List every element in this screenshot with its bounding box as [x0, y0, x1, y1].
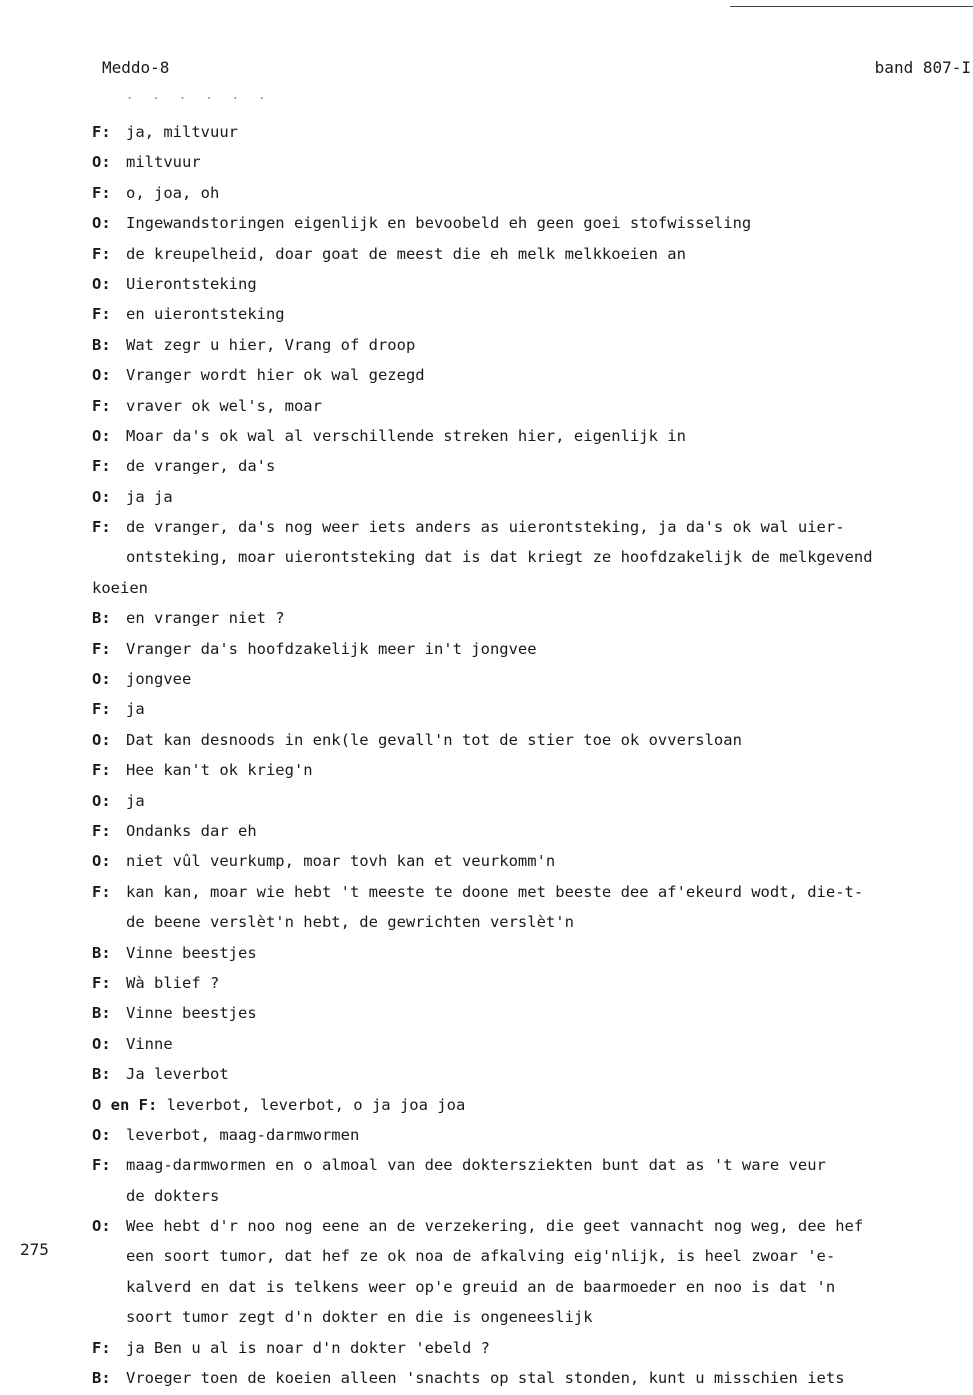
speaker-label: F: [92, 305, 111, 324]
header-right: band 807-I [874, 58, 971, 77]
transcript-line [92, 968, 972, 998]
utterance-text: de vranger, da's nog weer iets anders as uierontsteking, ja da's ok wal uier- [126, 518, 845, 537]
utterance-text: leverbot, maag-darmwormen [126, 1125, 360, 1144]
utterance-text: Vinne beestjes [126, 1004, 257, 1023]
transcript-line [92, 816, 972, 846]
speaker-label: O: [92, 791, 111, 810]
speaker-label: O en F: [92, 1095, 158, 1114]
utterance-text: niet vûl veurkump, moar tovh kan et veurkomm'n [126, 852, 556, 871]
speaker-label: F: [92, 518, 111, 537]
utterance-text: en uierontsteking [126, 305, 285, 324]
speaker-label: O: [92, 366, 111, 385]
speaker-label: F: [92, 123, 111, 141]
utterance-text: Uierontsteking [126, 274, 257, 293]
utterance-text: miltvuur [126, 153, 201, 172]
transcript-line [92, 573, 972, 603]
speaker-label: B: [92, 1065, 111, 1084]
utterance-text: de beene verslèt'n hebt, de gewrichten verslèt'n [126, 913, 574, 932]
speaker-label: O: [92, 1034, 111, 1053]
utterance-text: Vroeger toen de koeien alleen 'snachts op stal stonden, kunt u misschien iets [126, 1369, 845, 1388]
speaker-label: F: [92, 244, 111, 263]
transcript-line [92, 542, 972, 572]
utterance-text: Dat kan desnoods in enk(le gevall'n tot de stier toe ok ovversloan [126, 730, 742, 749]
utterance-text: ja Ben u al is noar d'n dokter 'ebeld ? [126, 1338, 490, 1357]
utterance-text: Vranger da's hoofdzakelijk meer in't jongvee [126, 639, 537, 658]
utterance-text: Vranger wordt hier ok wal gezegd [126, 366, 425, 385]
transcript-line [92, 451, 972, 481]
transcript-line [92, 1059, 972, 1089]
utterance-text: Wà blief ? [126, 973, 220, 992]
transcript-line [92, 512, 972, 542]
speaker-label: B: [92, 335, 111, 354]
top-rule [730, 6, 973, 7]
utterance-text: Vinne [126, 1034, 173, 1053]
transcript-line [92, 907, 972, 937]
speaker-label: O: [92, 1125, 111, 1144]
transcript-line [92, 1150, 972, 1180]
transcript-line [92, 1211, 972, 1241]
utterance-text: de dokters [126, 1186, 220, 1205]
transcript-line [92, 117, 972, 147]
utterance-text: soort tumor zegt d'n dokter en die is ongeneeslijk [126, 1308, 593, 1327]
utterance-text: Ondanks dar eh [126, 821, 257, 840]
transcript-line [92, 147, 972, 177]
transcript-line [92, 391, 972, 421]
transcript-line [92, 1272, 972, 1302]
transcript-line [92, 360, 972, 390]
speaker-label: F: [92, 821, 111, 840]
speaker-label: F: [92, 973, 111, 992]
margin-line-number: 275 [20, 1240, 49, 1259]
speaker-label: B: [92, 943, 111, 962]
transcript-line [92, 482, 972, 512]
transcript-line [92, 269, 972, 299]
transcript-line [92, 755, 972, 785]
transcript-line [92, 1090, 972, 1120]
utterance-text: kan kan, moar wie hebt 't meeste te doone met beeste dee af'ekeurd wodt, die-t- [126, 882, 864, 901]
utterance-text: leverbot, leverbot, o ja joa joa [166, 1095, 466, 1114]
utterance-text: ja, miltvuur [126, 123, 238, 141]
speaker-label: O: [92, 153, 111, 172]
transcript-line [92, 1120, 972, 1150]
utterance-text: ja [126, 791, 145, 810]
utterance-text: en vranger niet ? [126, 609, 285, 628]
transcript-line [92, 299, 972, 329]
transcript-line [92, 877, 972, 907]
utterance-text: kalverd en dat is telkens weer op'e greuid an de baarmoeder en noo is dat 'n [126, 1277, 836, 1296]
speaker-label: B: [92, 1369, 111, 1388]
speaker-label: F: [92, 700, 111, 719]
speaker-label: F: [92, 761, 111, 780]
utterance-text: maag-darmwormen en o almoal van dee doktersziekten bunt dat as 't ware veur [126, 1156, 826, 1175]
speaker-label: B: [92, 609, 111, 628]
utterance-text: ontsteking, moar uierontsteking dat is dat kriegt ze hoofdzakelijk de melkgevend [126, 548, 873, 567]
speaker-label: F: [92, 639, 111, 658]
speaker-label: F: [92, 183, 111, 202]
transcript-line [92, 1363, 972, 1393]
speaker-label: O: [92, 274, 111, 293]
speaker-label: F: [92, 882, 111, 901]
transcript-lines [92, 117, 972, 1393]
utterance-text: ja ja [126, 487, 173, 506]
utterance-text: een soort tumor, dat hef ze ok noa de afkalving eig'nlijk, is heel zwoar 'e- [126, 1247, 836, 1266]
utterance-text: Ja leverbot [126, 1065, 229, 1084]
speaker-label: B: [92, 1004, 111, 1023]
transcript-line [92, 421, 972, 451]
transcript-line [92, 239, 972, 269]
transcript-line [92, 1181, 972, 1211]
utterance-text: Vinne beestjes [126, 943, 257, 962]
header-left: Meddo-8 [102, 58, 170, 77]
transcript-line [92, 603, 972, 633]
transcript-line [92, 694, 972, 724]
speaker-label: F: [92, 457, 111, 476]
speaker-label: O: [92, 730, 111, 749]
speaker-label: O: [92, 852, 111, 871]
transcript-line [92, 664, 972, 694]
transcript-line [92, 938, 972, 968]
utterance-text: ja [126, 700, 145, 719]
utterance-text: Moar da's ok wal al verschillende streken hier, eigenlijk in [126, 426, 686, 445]
utterance-text: de vranger, da's [126, 457, 276, 476]
utterance-text: de kreupelheid, doar goat de meest die eh melk melkkoeien an [126, 244, 686, 263]
utterance-text: Ingewandstoringen eigenlijk en bevoobeld eh geen goei stofwisseling [126, 214, 752, 233]
utterance-text: o, joa, oh [126, 183, 220, 202]
transcript-line [92, 1029, 972, 1059]
utterance-text: vraver ok wel's, moar [126, 396, 322, 415]
transcript-line [92, 208, 972, 238]
transcript-line [92, 178, 972, 208]
transcript-line [92, 634, 972, 664]
transcript-line [92, 1302, 972, 1332]
transcript-line [92, 725, 972, 755]
transcript-line [92, 1333, 972, 1363]
transcript-line [92, 998, 972, 1028]
speaker-label: O: [92, 670, 111, 689]
transcript-line [92, 786, 972, 816]
utterance-text: Wee hebt d'r noo nog eene an de verzekering, die geet vannacht nog weg, dee hef [126, 1217, 864, 1236]
decorative-dots: . . . . . . [126, 88, 272, 102]
utterance-text: Hee kan't ok krieg'n [126, 761, 313, 780]
speaker-label: F: [92, 1338, 111, 1357]
utterance-text: koeien [92, 578, 148, 597]
transcript-line [92, 1241, 972, 1271]
speaker-label: O: [92, 1217, 111, 1236]
speaker-label: O: [92, 214, 111, 233]
speaker-label: O: [92, 487, 111, 506]
utterance-text: Wat zegr u hier, Vrang of droop [126, 335, 416, 354]
speaker-label: F: [92, 396, 111, 415]
speaker-label: F: [92, 1156, 111, 1175]
speaker-label: O: [92, 426, 111, 445]
utterance-text: jongvee [126, 670, 192, 689]
transcript-line [92, 846, 972, 876]
transcript-line [92, 330, 972, 360]
